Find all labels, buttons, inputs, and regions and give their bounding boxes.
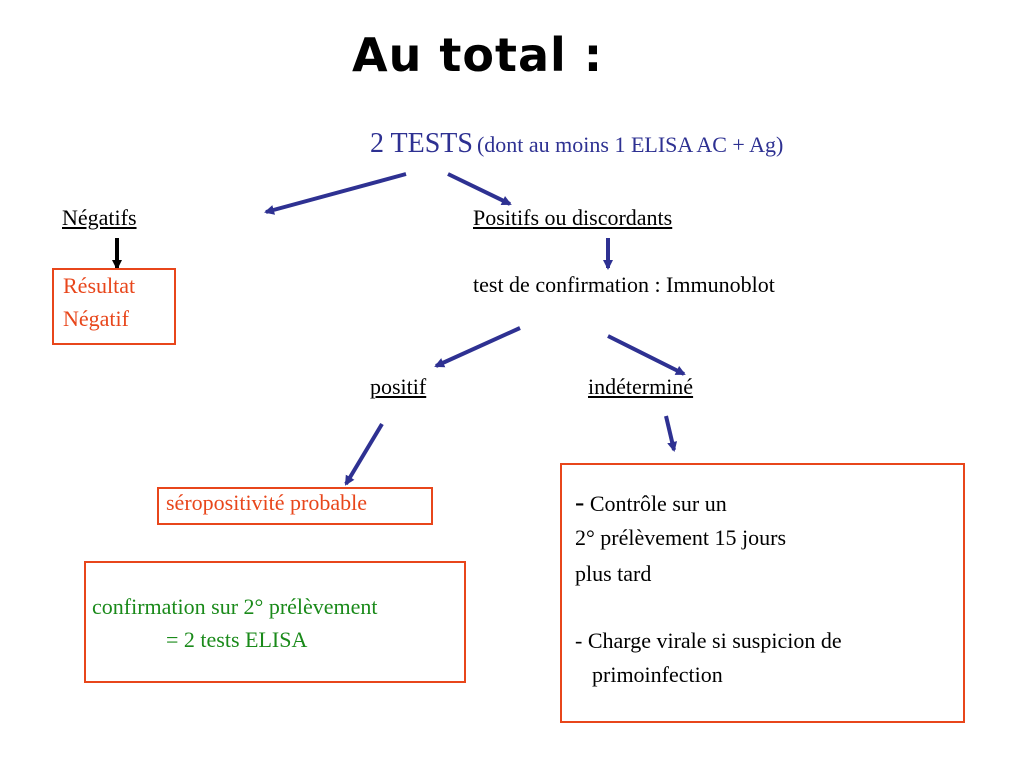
indetermine-label: indéterminé [588, 374, 694, 399]
tests-subtitle: (dont au moins 1 ELISA AC + Ag) [476, 132, 784, 157]
controle-dash: - [575, 487, 585, 518]
confirmation-box [84, 561, 466, 683]
arrow-to-seropositivite [346, 424, 382, 484]
tests-main: 2 TESTS [370, 128, 473, 159]
positif-label: positif [370, 374, 427, 399]
controle-line2: 2° prélèvement 15 jours [575, 525, 787, 550]
controle-line3: plus tard [575, 561, 652, 586]
arrow-to-negatifs [266, 174, 406, 212]
resultat-line1: Résultat [63, 273, 136, 298]
controle-line1-text: Contrôle sur un [589, 491, 727, 516]
confirmation-test-text: test de confirmation : Immunoblot [473, 272, 775, 297]
controle-line1 [575, 487, 727, 519]
resultat-line2: Négatif [63, 306, 129, 331]
confirmation-line1: confirmation sur 2° prélèvement [92, 594, 378, 619]
primoinfection-line: primoinfection [592, 662, 723, 687]
positifs-label: Positifs ou discordants [473, 205, 673, 230]
arrow-to-positif [436, 328, 520, 366]
arrow-to-positifs [448, 174, 510, 204]
seropositivite-text: séropositivité probable [166, 490, 368, 515]
arrow-to-controle [666, 416, 674, 450]
arrow-to-indetermine [608, 336, 684, 374]
negatifs-label: Négatifs [62, 205, 137, 230]
slide-title: Au total : [352, 28, 604, 82]
confirmation-line2: = 2 tests ELISA [166, 627, 308, 652]
charge-virale-line: - Charge virale si suspicion de [575, 628, 842, 653]
